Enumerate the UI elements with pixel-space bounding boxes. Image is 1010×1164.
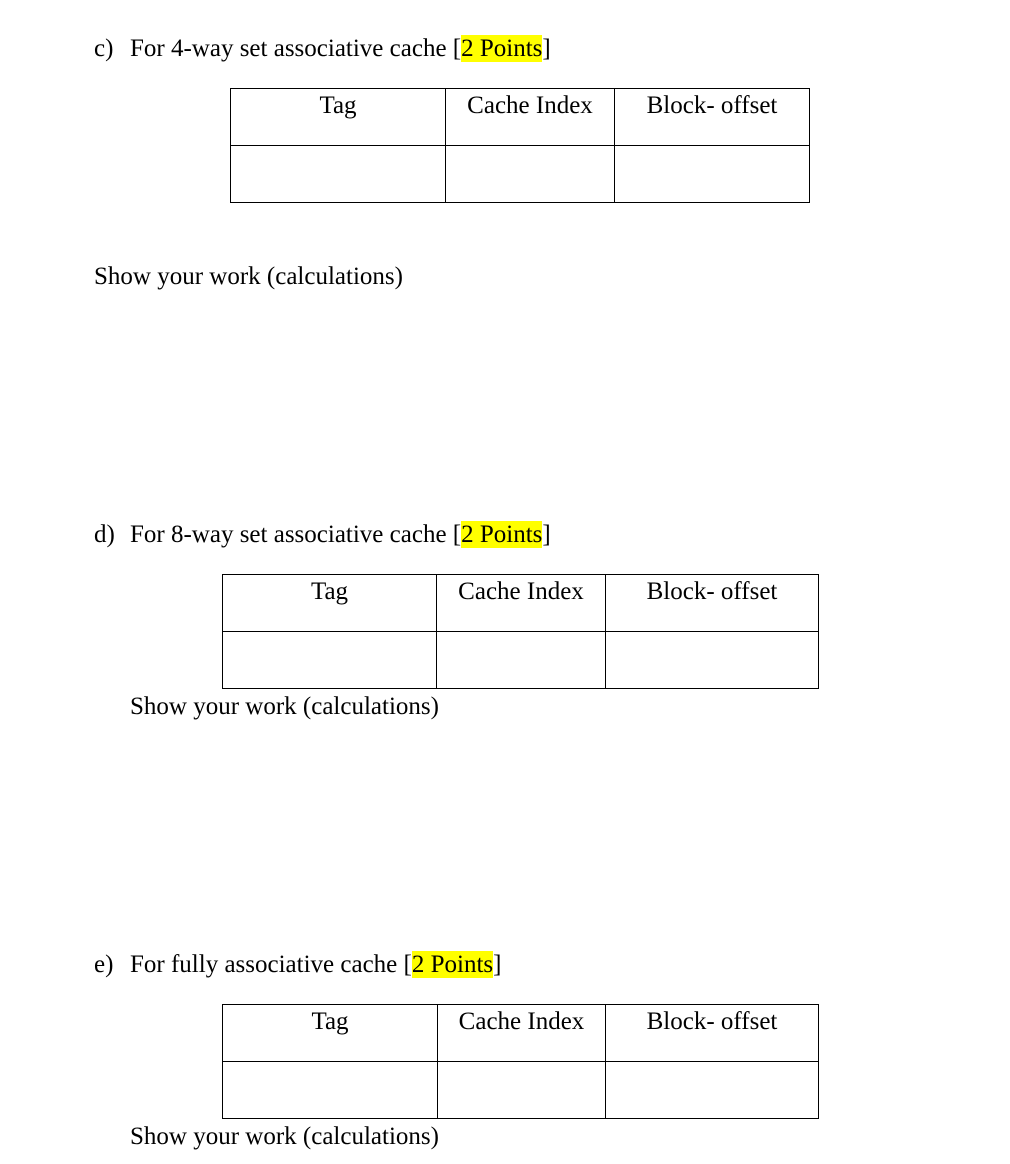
tag-column-header: Tag — [223, 575, 437, 632]
section-d-work-prompt: Show your work (calculations) — [130, 693, 439, 720]
section-c-field-table — [230, 88, 810, 203]
section-title-close: ] — [542, 35, 551, 62]
block-offset-column-header: Block- offset — [606, 575, 819, 632]
cache-index-answer-cell[interactable] — [438, 1062, 606, 1119]
block-offset-answer-cell[interactable] — [615, 146, 810, 203]
section-letter: e) — [94, 951, 114, 978]
tag-column-header: Tag — [223, 1005, 438, 1062]
section-title: For 4-way set associative cache [ — [130, 35, 462, 62]
cache-index-column-header: Cache Index — [446, 89, 615, 146]
section-e-field-table — [222, 1004, 819, 1119]
cache-index-answer-cell[interactable] — [446, 146, 615, 203]
section-title: For 8-way set associative cache [ — [130, 521, 462, 548]
section-title-close: ] — [542, 521, 551, 548]
tag-answer-cell[interactable] — [231, 146, 446, 203]
section-c-work-prompt: Show your work (calculations) — [94, 263, 403, 290]
block-offset-column-header: Block- offset — [606, 1005, 819, 1062]
points-highlight: 2 Points — [411, 951, 494, 978]
section-letter: d) — [94, 521, 115, 548]
points-highlight: 2 Points — [461, 521, 543, 548]
cache-index-answer-cell[interactable] — [437, 632, 606, 689]
section-e-heading — [94, 950, 501, 980]
cache-index-column-header: Cache Index — [437, 575, 606, 632]
section-c-heading — [94, 34, 551, 64]
section-e-work-prompt: Show your work (calculations) — [130, 1123, 439, 1150]
tag-column-header: Tag — [231, 89, 446, 146]
section-title-close: ] — [493, 951, 502, 978]
section-letter: c) — [94, 35, 114, 62]
section-d-heading — [94, 520, 551, 550]
block-offset-answer-cell[interactable] — [606, 632, 819, 689]
block-offset-column-header: Block- offset — [615, 89, 810, 146]
section-d-field-table — [222, 574, 819, 689]
block-offset-answer-cell[interactable] — [606, 1062, 819, 1119]
section-title: For fully associative cache [ — [130, 951, 412, 978]
points-highlight: 2 Points — [461, 35, 543, 62]
tag-answer-cell[interactable] — [223, 1062, 438, 1119]
tag-answer-cell[interactable] — [223, 632, 437, 689]
cache-index-column-header: Cache Index — [438, 1005, 606, 1062]
